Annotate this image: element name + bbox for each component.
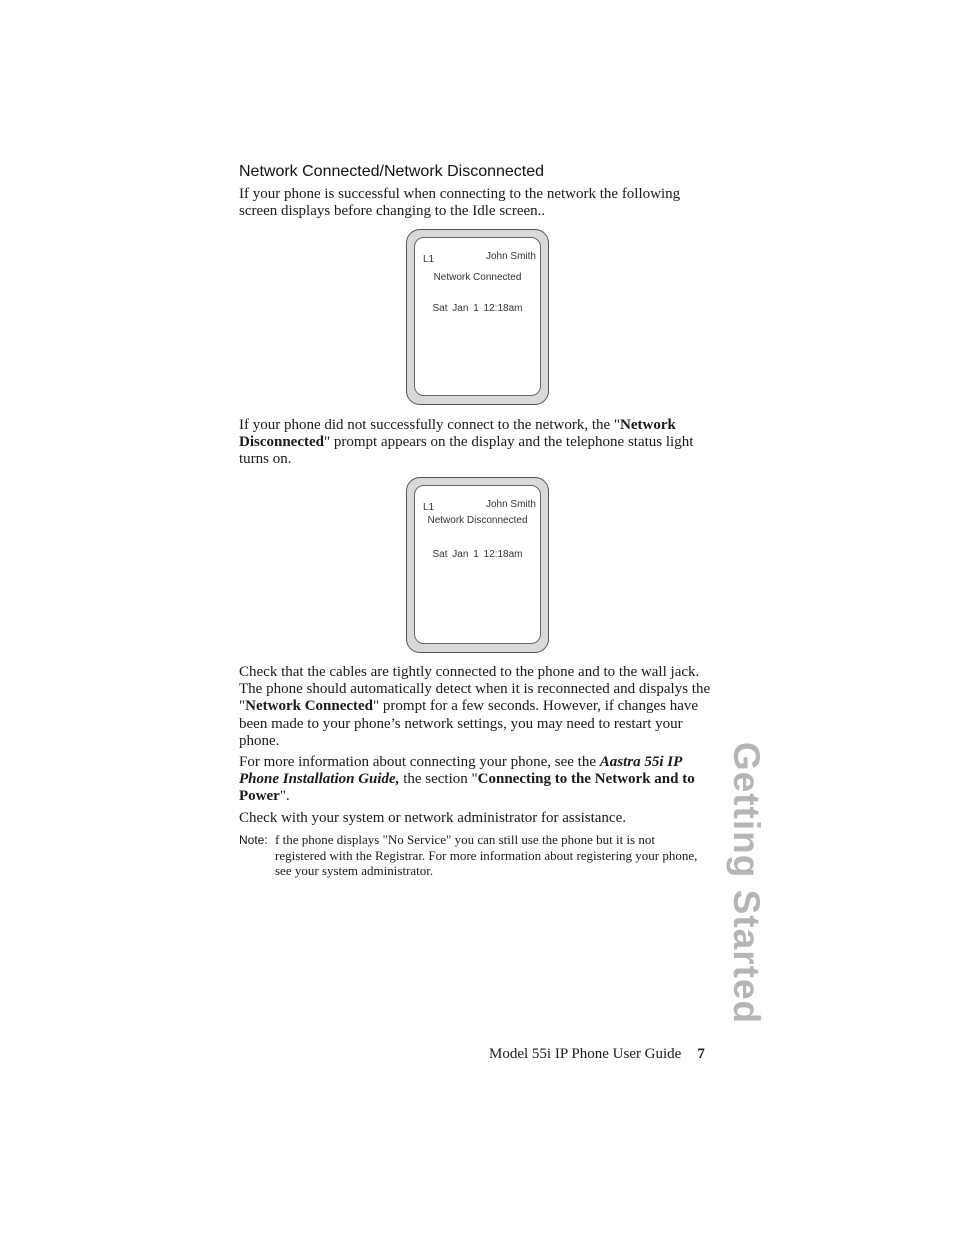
text-run: Check that the cables are tightly connected to the phone and to the wall jack. The phone should automatically detect when it is reconnected and dispalys the " [239,664,711,715]
footer-guide-title: Model 55i IP Phone User Guide [489,1046,682,1062]
network-status: Network Disconnected [427,515,528,526]
phone-screen [414,485,541,644]
date-time: Sat Jan 1 12:18am [432,303,523,314]
note-block [239,832,709,879]
network-disconnected-term: Network Disconnected [239,417,676,451]
network-connected-term: Network Connected [245,698,374,715]
page-footer [489,1046,705,1063]
note-text: f the phone displays "No Service" you can still use the phone but it is not registered with the Registrar. For more information about registering your phone, see your system administrator. [275,832,698,878]
section-heading: Network Connected/Network Disconnected [239,163,545,180]
caller-name: John Smith [485,499,536,510]
disconnected-paragraph [239,417,719,469]
intro-paragraph: If your phone is successful when connecting to the network the following screen displays before changing to the Idle screen.. [239,186,681,220]
date-time: Sat Jan 1 12:18am [432,549,523,560]
installation-guide-title: Aastra 55i IP Phone Installation Guide, [239,754,682,788]
phone-display-disconnected [406,477,549,653]
line-indicator: L1 [423,502,435,513]
chapter-side-tab [726,741,767,1025]
section-reference: Connecting to the Network and to Power [239,771,695,805]
admin-paragraph: Check with your system or network administrator for assistance. [239,810,626,826]
phone-screen [414,237,541,396]
note-label: Note: [239,833,268,847]
cables-paragraph [239,664,719,750]
page-number: 7 [697,1046,705,1062]
caller-name: John Smith [485,251,536,262]
text-run: ". [279,788,290,805]
more-info-paragraph [239,754,719,806]
text-run: " prompt for a few seconds. However, if changes have been made to your phone’s network settings, you may need to restart your phone. [239,698,699,749]
text-run: For more information about connecting your phone, see the [239,754,600,770]
text-run: " prompt appears on the display and the telephone status light turns on. [239,434,694,468]
text-run: the section " [399,771,478,788]
chapter-side-tab-label: Getting Started [726,741,767,1025]
network-status: Network Connected [433,272,522,283]
text-run: If your phone did not successfully connect to the network, the " [239,417,621,433]
line-indicator: L1 [423,254,435,265]
phone-display-connected [406,229,549,405]
